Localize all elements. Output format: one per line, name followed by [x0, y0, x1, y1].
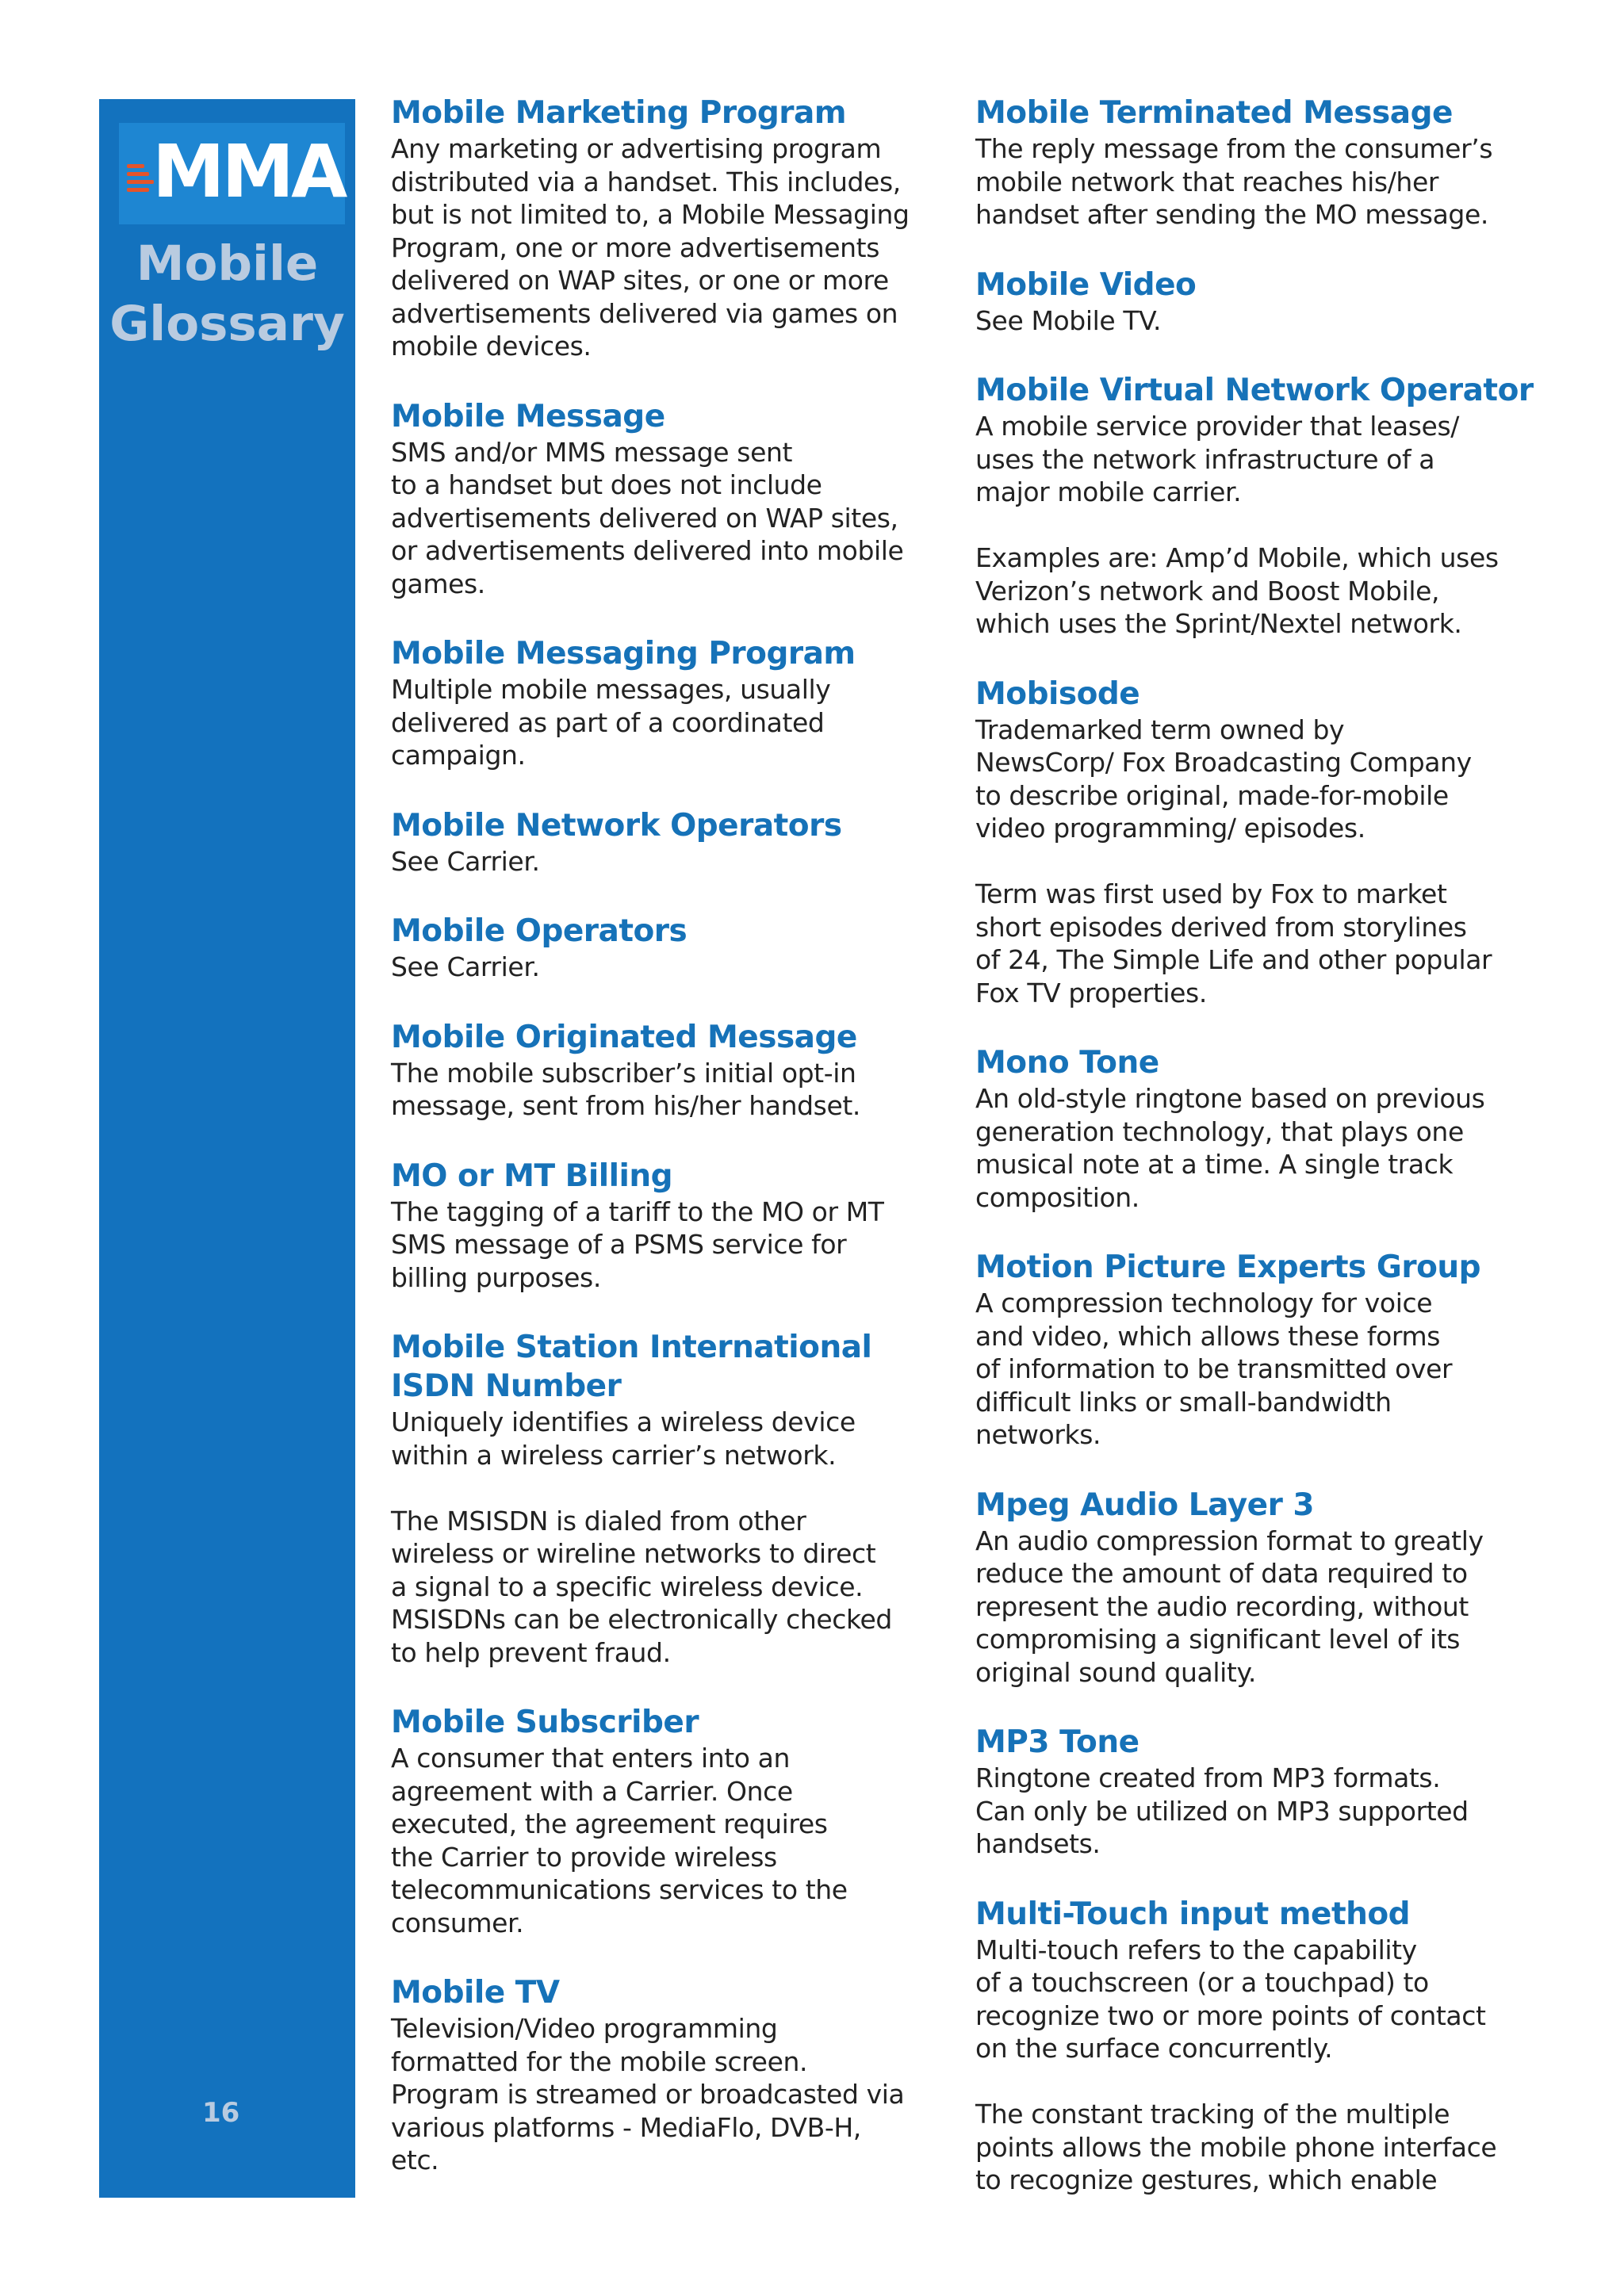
glossary-entry [975, 1723, 1546, 1861]
glossary-definition [975, 410, 1546, 641]
glossary-term: Mobile Subscriber [391, 1705, 699, 1740]
glossary-definition [975, 1762, 1546, 1861]
glossary-definition [391, 673, 962, 772]
sidebar [99, 99, 355, 2198]
definition-paragraph: See Mobile TV. [975, 304, 1162, 336]
glossary-entry [391, 1328, 962, 1669]
glossary-definition [975, 1525, 1546, 1689]
glossary-definition [391, 1196, 962, 1295]
definition-paragraph: Television/Video programming formatted for the mobile screen. Program is streamed or broadcasted via various platforms - MediaFlo, DVB-H, etc. [391, 2013, 905, 2175]
definition-paragraph: The tagging of a tariff to the MO or MT SMS message of a PSMS service for billing purposes. [391, 1196, 884, 1293]
glossary-definition [975, 1082, 1546, 1214]
definition-paragraph: Trademarked term owned by NewsCorp/ Fox Broadcasting Company to describe original, made-for-mobile video programming/ episodes. [975, 714, 1472, 844]
glossary-entry [391, 634, 962, 772]
glossary-term: Mpeg Audio Layer 3 [975, 1487, 1315, 1523]
glossary-term: Mobile Messaging Program [391, 636, 856, 672]
glossary-term: Motion Picture Experts Group [975, 1249, 1481, 1285]
glossary-definition [391, 132, 962, 363]
definition-paragraph: Any marketing or advertising program distributed via a handset. This includes, but is not limited to, a Mobile Messaging Program, one or more advertisements delivered on WAP sites, or one or more advertisements delivered via games on mobile devices. [391, 133, 910, 362]
page-number: 16 [202, 2097, 240, 2129]
definition-paragraph: SMS and/or MMS message sent to a handset but does not include advertisements delivered on WAP sites, or advertisements delivered into mobile games. [391, 436, 904, 599]
glossary-definition [391, 2012, 962, 2177]
glossary-definition [975, 304, 1546, 338]
glossary-term: Mobile Marketing Program [391, 95, 846, 131]
glossary-entry [975, 675, 1546, 1010]
glossary-term: Mobile Virtual Network Operator [975, 373, 1534, 408]
glossary-entry [975, 1895, 1546, 2197]
glossary-definition [391, 1406, 962, 1669]
glossary-term: Mobile Video [975, 266, 1197, 303]
definition-paragraph: Term was first used by Fox to market short episodes derived from storylines of 24, The Simple Life and other popular Fox TV properties. [975, 878, 1492, 1008]
definition-paragraph: Multiple mobile messages, usually delivered as part of a coordinated campaign. [391, 674, 831, 771]
glossary-entry [391, 397, 962, 601]
glossary-definition [391, 951, 962, 984]
logo-stripes-icon [127, 164, 154, 196]
glossary-entry [391, 1018, 962, 1123]
glossary-definition [391, 845, 962, 878]
glossary-term: MO or MT Billing [391, 1158, 673, 1194]
definition-paragraph: The MSISDN is dialed from other wireless or wireline networks to direct a signal to a specific wireless device. MSISDNs can be electronically checked to help prevent fraud. [391, 1505, 892, 1668]
definition-paragraph: Ringtone created from MP3 formats. Can only be utilized on MP3 supported handsets. [975, 1762, 1469, 1859]
glossary-term: Mobile Terminated Message [975, 95, 1453, 131]
glossary-definition [975, 1287, 1546, 1452]
definition-paragraph: A consumer that enters into an agreement with a Carrier. Once executed, the agreement requires the Carrier to provide wireless telecommunications services to the consumer. [391, 1743, 848, 1938]
glossary-term: Mobile Station International ISDN Number [391, 1330, 872, 1404]
definition-paragraph: The constant tracking of the multiple points allows the mobile phone interface to recognize gestures, which enable [975, 2099, 1497, 2195]
glossary-term: Mobile Message [391, 398, 665, 434]
definition-paragraph: An audio compression format to greatly reduce the amount of data required to represent the audio recording, without compromising a significant level of its original sound quality. [975, 1525, 1484, 1688]
glossary-entry [975, 1248, 1546, 1452]
glossary-definition [391, 1742, 962, 1939]
left-column [391, 94, 962, 2211]
definition-paragraph: A compression technology for voice and video, which allows these forms of information to be transmitted over difficult links or small-bandwidth networks. [975, 1288, 1453, 1450]
glossary-term: Mobile TV [391, 1975, 560, 2011]
glossary-term: Mobile Network Operators [391, 807, 842, 844]
glossary-term: Mobile Originated Message [391, 1019, 857, 1055]
glossary-definition [975, 1934, 1546, 2197]
mma-logo [119, 123, 345, 224]
glossary-term: Multi-Touch input method [975, 1896, 1411, 1932]
definition-paragraph: See Carrier. [391, 951, 540, 982]
definition-paragraph: Multi-touch refers to the capability of a touchscreen (or a touchpad) to recognize two or more points of contact on the surface concurrently. [975, 1934, 1486, 2064]
definition-paragraph: The mobile subscriber’s initial opt-in message, sent from his/her handset. [391, 1057, 861, 1121]
definition-paragraph: An old-style ringtone based on previous generation technology, that plays one musical note at a time. A single track composition. [975, 1083, 1485, 1213]
definition-paragraph: The reply message from the consumer’s mobile network that reaches his/her handset after sending the MO message. [975, 133, 1493, 230]
glossary-entry [391, 806, 962, 878]
definition-paragraph: See Carrier. [391, 845, 540, 877]
glossary-entry [975, 1043, 1546, 1214]
glossary-entry [975, 371, 1546, 641]
glossary-title: Mobile Glossary [109, 235, 345, 352]
glossary-definition [391, 436, 962, 601]
glossary-entry [391, 1703, 962, 1939]
glossary-entry [975, 94, 1546, 232]
glossary-definition [975, 132, 1546, 232]
definition-paragraph: Examples are: Amp’d Mobile, which uses Verizon’s network and Boost Mobile, which uses the Sprint/Nextel network. [975, 542, 1499, 639]
glossary-term: Mobisode [975, 675, 1140, 712]
glossary-term: Mono Tone [975, 1045, 1159, 1081]
logo-text: MMA [152, 129, 345, 214]
glossary-term: MP3 Tone [975, 1724, 1139, 1760]
definition-paragraph: Uniquely identifies a wireless device within a wireless carrier’s network. [391, 1406, 856, 1471]
glossary-entry [391, 912, 962, 984]
definition-paragraph: A mobile service provider that leases/ uses the network infrastructure of a major mobile carrier. [975, 411, 1459, 507]
glossary-definition [975, 714, 1546, 1010]
glossary-entry [975, 1486, 1546, 1689]
glossary-entry [975, 266, 1546, 338]
glossary-term: Mobile Operators [391, 913, 688, 949]
glossary-definition [391, 1057, 962, 1123]
glossary-entry [391, 94, 962, 363]
glossary-entry [391, 1973, 962, 2177]
glossary-entry [391, 1157, 962, 1295]
right-column [975, 94, 1546, 2231]
